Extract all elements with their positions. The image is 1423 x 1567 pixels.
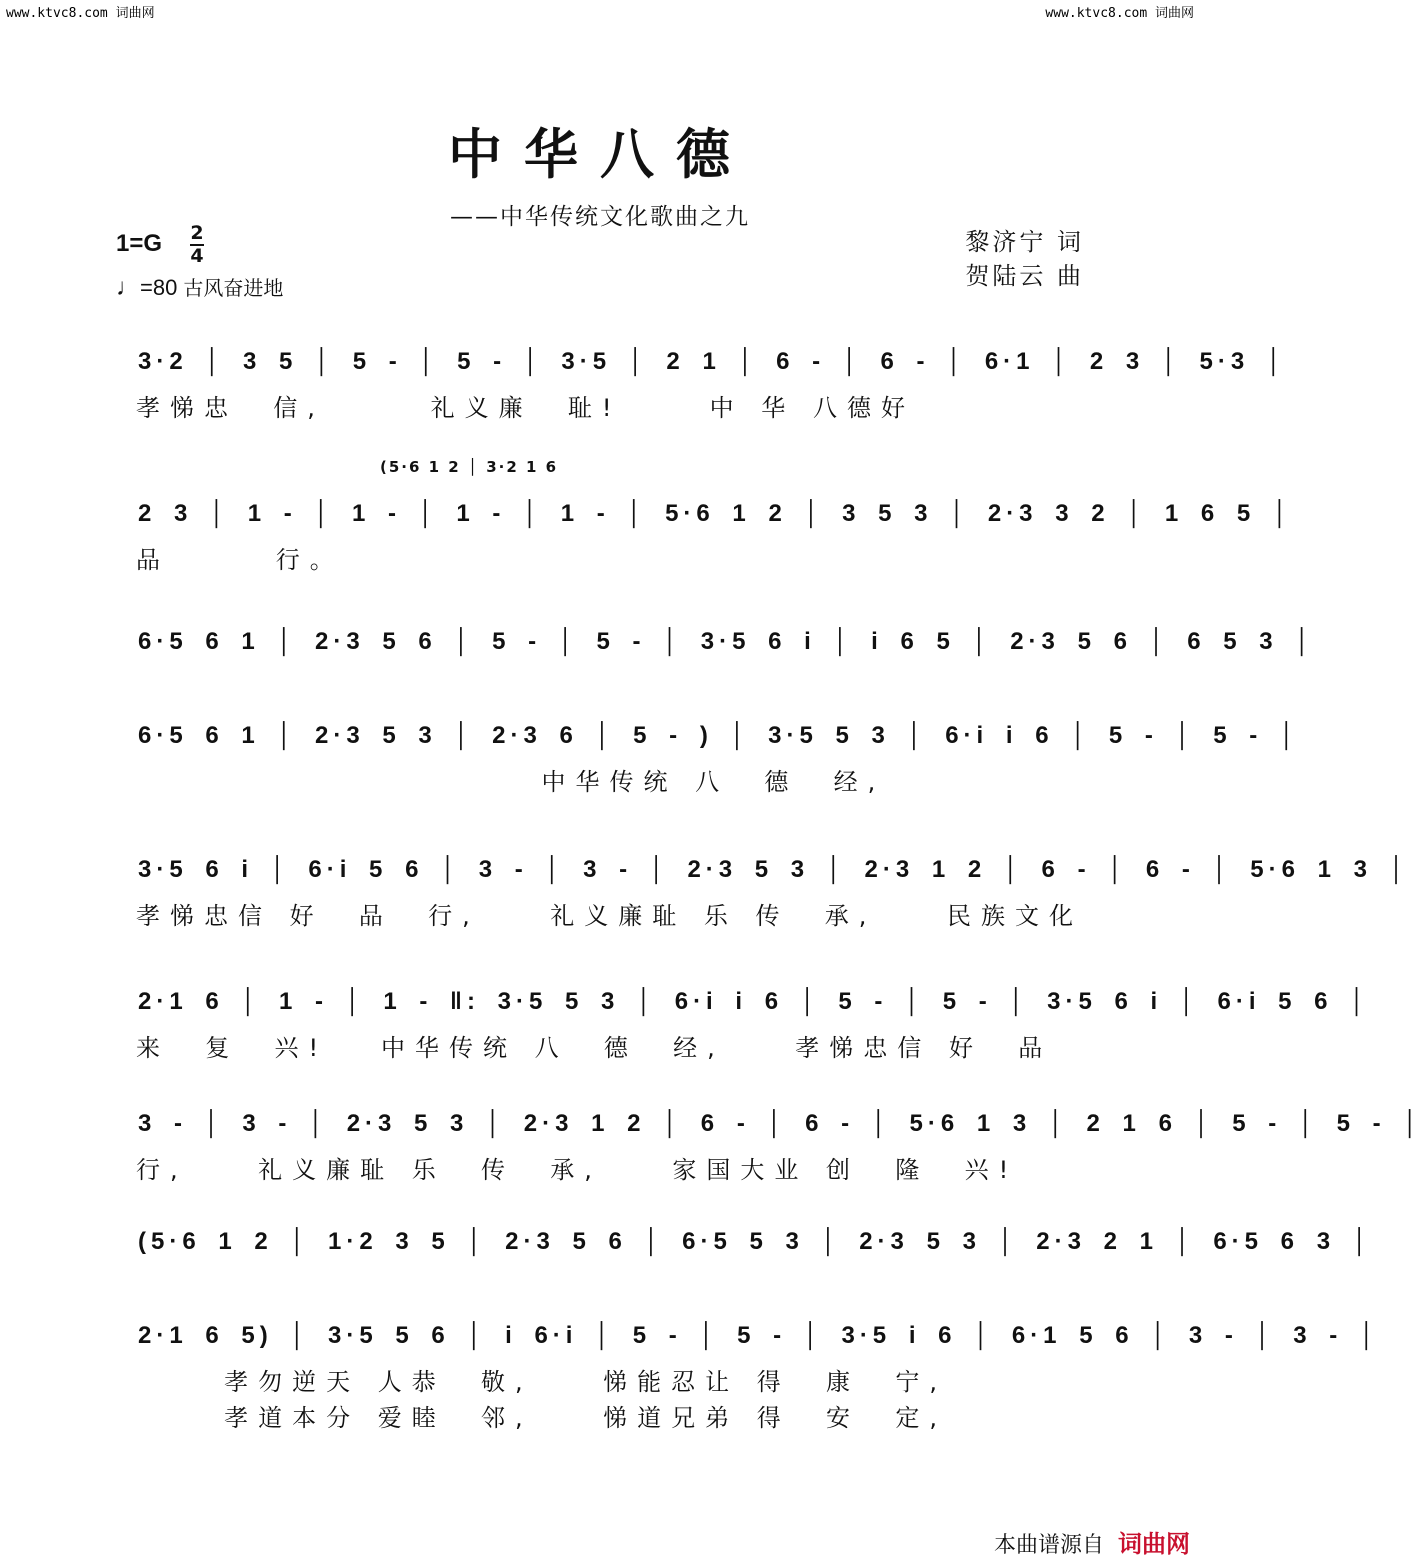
lyric-line: 孝勿逆天 人恭 敬, 悌能忍让 得 康 宁, [136,1368,947,1396]
music-row [130,1228,1373,1262]
time-signature [190,224,204,266]
footer-source [994,1524,1190,1559]
time-signature-bottom: 4 [190,245,204,267]
notation-line: 2·1 6 5) │ 3·5 5 6 │ i 6·i │ 5 - │ 5 - │ 3·5 i 6 │ 6·1 5 6 │ 3 - │ 3 - │ [138,1322,1380,1349]
lyric-line: 品 行。 [136,546,344,574]
music-row [130,856,1410,890]
notation-line: 6·5 6 1 │ 2·3 5 6 │ 5 - │ 5 - │ 3·5 6 i │ i 6 5 │ 2·3 5 6 │ 6 5 3 │ [138,628,1316,655]
footer-brand: 词曲网 [1118,1530,1190,1558]
music-row [130,1110,1423,1144]
song-subtitle: ——中华传统文化歌曲之九 [450,204,750,230]
lyricist-credit: 黎济宁 词 [965,228,1084,256]
notation-line: (5·6 1 2 │ 1·2 3 5 │ 2·3 5 6 │ 6·5 5 3 │ 2·3 5 3 │ 2·3 2 1 │ 6·5 6 3 │ [138,1228,1373,1255]
notation-line: 2·1 6 │ 1 - │ 1 - ‖: 3·5 5 3 │ 6·i i 6 │ 5 - │ 5 - │ 3·5 6 i │ 6·i 5 6 │ [138,988,1371,1015]
key-signature: 1=G [116,230,163,257]
tempo-marking [116,272,283,302]
music-row [130,1322,1380,1356]
time-signature-top: 2 [190,222,204,244]
music-row [130,348,1287,382]
quarter-note-icon: ♩ [116,274,140,301]
watermark-right: www.ktvc8.com 词曲网 [1045,6,1194,21]
tempo-value: =80 [140,275,178,300]
intro-cue-notes: (5·6 1 2 │ 3·2 1 6 [380,458,559,476]
footer-label: 本曲谱源自 [993,1533,1104,1558]
lyric-line: 孝悌忠 信, 礼义廉 耻! 中 华 八德好 [136,394,915,422]
notation-line: 3·5 6 i │ 6·i 5 6 │ 3 - │ 3 - │ 2·3 5 3 │ 2·3 1 2 │ 6 - │ 6 - │ 5·6 1 3 │ [138,856,1410,883]
lyric-line: 中华传统 八 德 经, [136,768,886,796]
notation-line: 3·2 │ 3 5 │ 5 - │ 5 - │ 3·5 │ 2 1 │ 6 - │ 6 - │ 6·1 │ 2 3 │ 5·3 │ [138,348,1287,375]
notation-line: 2 3 │ 1 - │ 1 - │ 1 - │ 1 - │ 5·6 1 2 │ 3 5 3 │ 2·3 3 2 │ 1 6 5 │ [138,500,1293,527]
music-row [130,500,1293,534]
song-title: 中华八德 [448,122,752,186]
tempo-style: 古风奋进地 [183,278,284,300]
lyric-line: 孝道本分 爱睦 邻, 悌道兄弟 得 安 定, [136,1404,947,1432]
music-row [130,722,1300,756]
music-row [130,988,1371,1022]
composer-credit: 贺陆云 曲 [965,262,1084,290]
notation-line: 6·5 6 1 │ 2·3 5 3 │ 2·3 6 │ 5 - ) │ 3·5 5 3 │ 6·i i 6 │ 5 - │ 5 - │ [138,722,1300,749]
notation-line: 3 - │ 3 - │ 2·3 5 3 │ 2·3 1 2 │ 6 - │ 6 - │ 5·6 1 3 │ 2 1 6 │ 5 - │ 5 - │ [138,1110,1423,1137]
watermark-left: www.ktvc8.com 词曲网 [6,6,155,21]
lyric-line: 来 复 兴! 中华传统 八 德 经, 孝悌忠信 好 品 [136,1034,1053,1062]
lyric-line: 孝悌忠信 好 品 行, 礼义廉耻 乐 传 承, 民族文化 [136,902,1083,930]
lyric-line: 行, 礼义廉耻 乐 传 承, 家国大业 创 隆 兴! [136,1156,1019,1184]
music-row [130,628,1316,662]
